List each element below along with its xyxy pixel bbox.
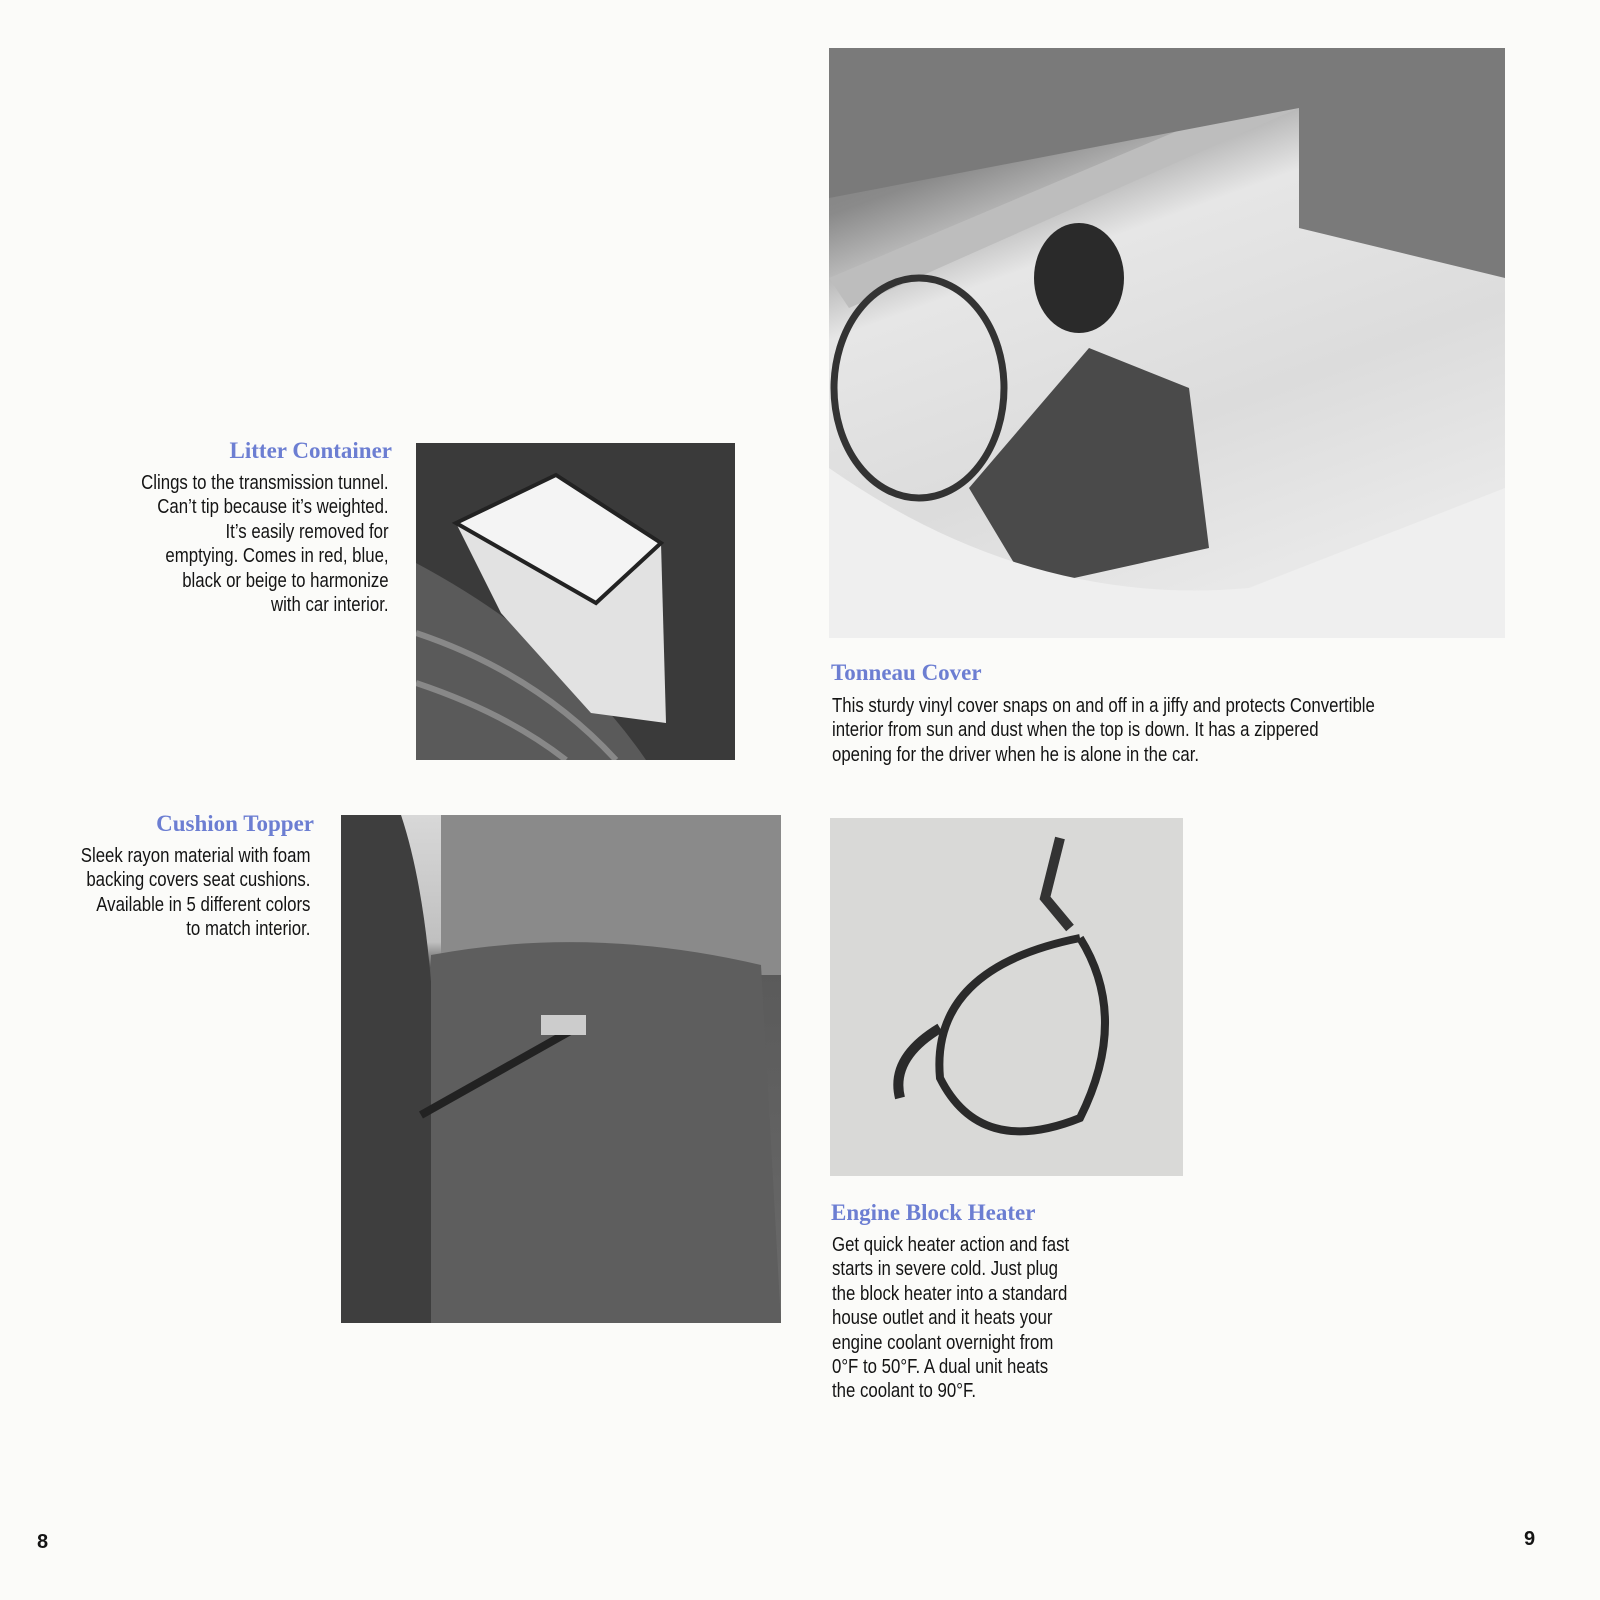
text-line: the block heater into a standard <box>832 1282 1068 1305</box>
text-line: This sturdy vinyl cover snaps on and off in a jiffy and protects Convertible <box>832 695 1375 717</box>
text-line: opening for the driver when he is alone in the car. <box>832 743 1200 766</box>
text-line: starts in severe cold. Just plug <box>832 1258 1058 1281</box>
text-line: with car interior. <box>271 594 389 617</box>
text-line: Sleek rayon material with foam <box>80 845 310 867</box>
text-line: house outlet and it heats your <box>832 1307 1053 1330</box>
cushion-topper-photo <box>341 815 781 1323</box>
tonneau-cover-heading: Tonneau Cover <box>831 660 982 685</box>
litter-container-photo <box>416 443 735 760</box>
text-line: Available in 5 different colors <box>95 893 310 916</box>
tonneau-cover-description <box>832 694 1478 767</box>
text-line: interior from sun and dust when the top is down. It has a zippered <box>832 719 1319 742</box>
text-line: emptying. Comes in red, blue, <box>165 545 389 568</box>
text-line: engine coolant overnight from <box>832 1331 1054 1354</box>
text-line: Get quick heater action and fast <box>832 1234 1070 1256</box>
text-line: 0°F to 50°F. A dual unit heats <box>832 1356 1049 1379</box>
litter-container-heading: Litter Container <box>229 438 392 463</box>
litter-container-description <box>94 471 389 617</box>
page-number-left: 8 <box>37 1531 49 1553</box>
convertible-driver-illustration <box>829 48 1505 638</box>
text-line: backing covers seat cushions. <box>85 869 310 892</box>
engine-block-heater-description <box>832 1233 1114 1404</box>
litter-container-illustration <box>416 443 735 760</box>
text-line: Clings to the transmission tunnel. <box>141 472 389 494</box>
engine-block-heater-heading: Engine Block Heater <box>831 1200 1036 1225</box>
tonneau-cover-photo <box>829 48 1505 638</box>
text-line: to match interior. <box>185 918 310 941</box>
engine-block-heater-photo <box>830 818 1183 1176</box>
text-line: black or beige to harmonize <box>182 569 389 592</box>
cushion-topper-heading: Cushion Topper <box>156 811 314 836</box>
text-line: the coolant to 90°F. <box>832 1380 977 1403</box>
page-number-right: 9 <box>1524 1528 1536 1550</box>
cushion-topper-description <box>37 844 310 942</box>
heater-cord-illustration <box>830 818 1183 1176</box>
text-line: It’s easily removed for <box>225 520 389 543</box>
seat-illustration <box>341 815 781 1323</box>
text-line: Can’t tip because it’s weighted. <box>157 496 389 519</box>
